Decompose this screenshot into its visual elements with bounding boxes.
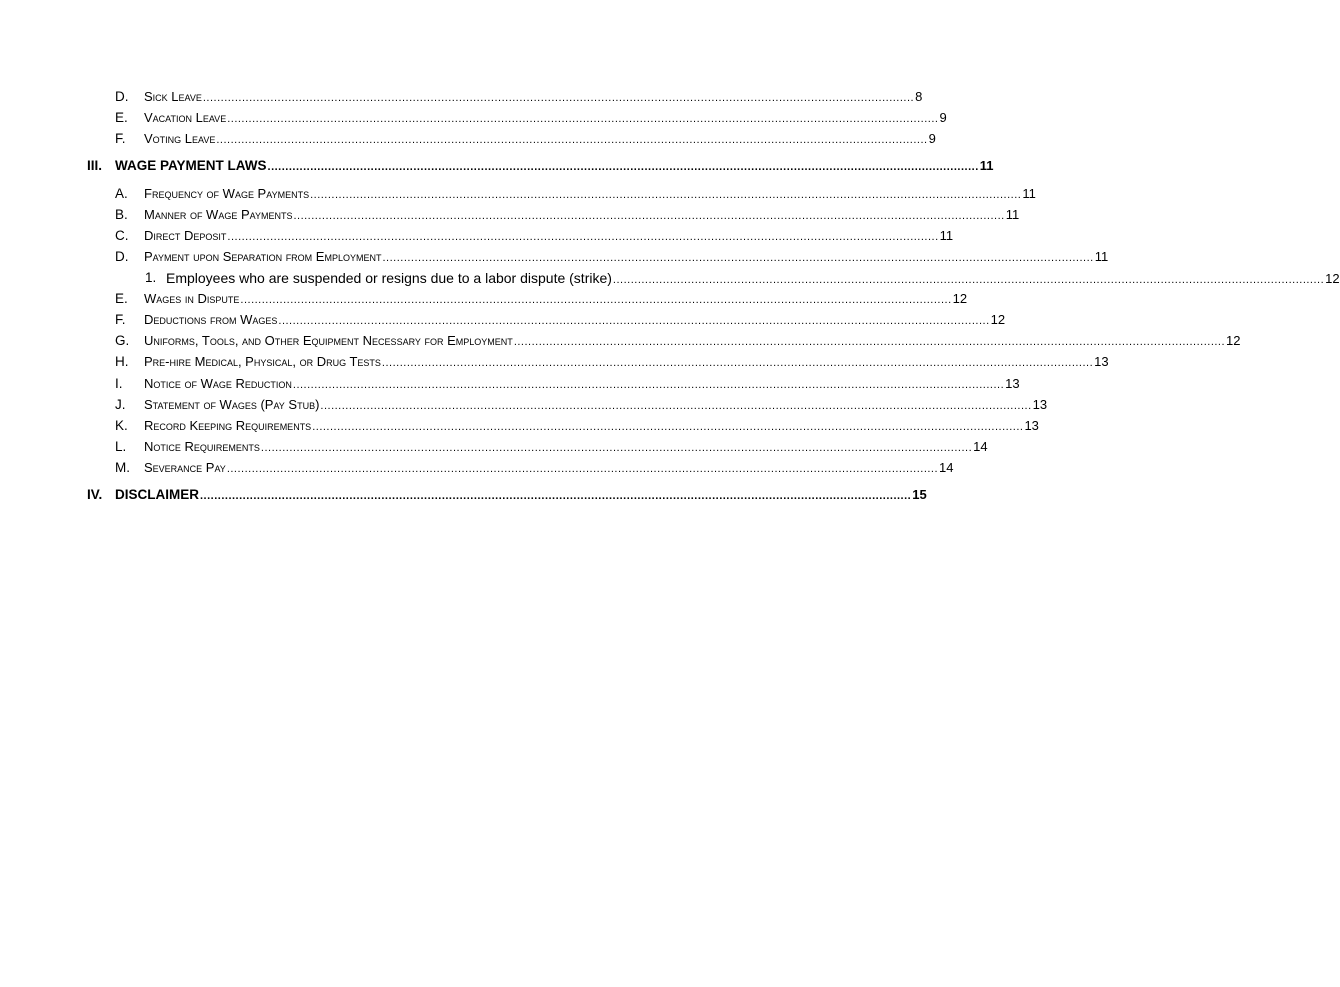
- toc-entry-page: 14: [973, 439, 988, 454]
- toc-entry-voting-leave[interactable]: [0, 129, 936, 149]
- toc-entry-number: D.: [115, 89, 129, 104]
- toc-section-title: DISCLAIMER: [115, 487, 199, 502]
- toc-entry-page: 11: [1094, 249, 1109, 264]
- toc-subentry-number: 1.: [145, 270, 157, 285]
- toc-entry-number: G.: [115, 333, 130, 348]
- toc-entry-number: J.: [115, 397, 126, 412]
- dot-leader: ........................................................................................................................................................................................................: [202, 92, 915, 104]
- toc-entry-title: Vacation Leave: [144, 110, 227, 125]
- toc-entry-page: 13: [1032, 397, 1048, 412]
- toc-entry-deductions-from-wages[interactable]: [0, 310, 1006, 330]
- toc-entry-number: F.: [115, 312, 126, 327]
- toc-entry-uniforms-tools-equipment[interactable]: [0, 331, 1241, 351]
- toc-entry-number: D.: [115, 249, 129, 264]
- toc-entry-page: 9: [928, 131, 936, 146]
- dot-leader: ........................................................................................................................................................................................................: [260, 442, 973, 454]
- toc-section-wage-payment-laws[interactable]: [0, 156, 994, 176]
- toc-entry-page: 12: [952, 291, 968, 306]
- toc-section-number: III.: [87, 158, 103, 173]
- toc-subentry-title: Employees who are suspended or resigns due to a labor dispute (strike): [166, 270, 612, 286]
- toc-entry-page: 13: [1024, 418, 1039, 433]
- toc-entry-wages-in-dispute[interactable]: [0, 289, 968, 309]
- dot-leader: ........................................................................................................................................................................................................: [227, 113, 939, 125]
- toc-entry-page: 9: [939, 110, 947, 125]
- toc-entry-title: Payment upon Separation from Employment: [144, 249, 382, 264]
- toc-entry-number: I.: [115, 376, 123, 391]
- toc-entry-number: H.: [115, 354, 129, 369]
- dot-leader: ........................................................................................................................................................................................................: [292, 379, 1005, 391]
- toc-section-disclaimer[interactable]: [0, 485, 927, 505]
- dot-leader: ........................................................................................................................................................................................................: [513, 336, 1226, 348]
- toc-section-title: WAGE PAYMENT LAWS: [115, 158, 267, 173]
- toc-section-number: IV.: [87, 487, 103, 502]
- toc-entry-severance-pay[interactable]: [0, 458, 954, 478]
- dot-leader: ........................................................................................................................................................................................................: [200, 490, 912, 502]
- toc-entry-page: 11: [939, 228, 954, 243]
- toc-section-page: 11: [979, 158, 994, 173]
- toc-entry-title: Record Keeping Requirements: [144, 418, 312, 433]
- dot-leader: ........................................................................................................................................................................................................: [227, 231, 939, 243]
- toc-entry-pre-hire-tests[interactable]: [0, 352, 1109, 372]
- toc-entry-title: Deductions from Wages: [144, 312, 278, 327]
- toc-entry-notice-of-wage-reduction[interactable]: [0, 374, 1020, 394]
- toc-entry-sick-leave[interactable]: [0, 87, 923, 107]
- toc-entry-title: Sick Leave: [144, 89, 202, 104]
- toc-entry-page: 12: [1226, 333, 1241, 348]
- toc-entry-title: Frequency of Wage Payments: [144, 186, 310, 201]
- dot-leader: ........................................................................................................................................................................................................: [312, 421, 1024, 433]
- dot-leader: ........................................................................................................................................................................................................: [381, 357, 1094, 369]
- dot-leader: ........................................................................................................................................................................................................: [320, 400, 1032, 412]
- toc-entry-number: M.: [115, 460, 130, 475]
- toc-entry-page: 13: [1005, 376, 1020, 391]
- dot-leader: ........................................................................................................................................................................................................: [612, 274, 1325, 286]
- toc-entry-number: L.: [115, 439, 127, 454]
- toc-entry-statement-of-wages[interactable]: [0, 395, 1048, 415]
- toc-section-page: 15: [912, 487, 927, 502]
- dot-leader: ........................................................................................................................................................................................................: [310, 189, 1022, 201]
- toc-entry-title: Notice of Wage Reduction: [144, 376, 292, 391]
- toc-entry-title: Pre-hire Medical, Physical, or Drug Tests: [144, 354, 381, 369]
- toc-entry-number: K.: [115, 418, 128, 433]
- dot-leader: ........................................................................................................................................................................................................: [267, 161, 979, 173]
- toc-entry-title: Direct Deposit: [144, 228, 227, 243]
- toc-entry-title: Wages in Dispute: [144, 291, 240, 306]
- toc-entry-page: 14: [939, 460, 954, 475]
- toc-entry-number: B.: [115, 207, 128, 222]
- toc-entry-notice-requirements[interactable]: [0, 437, 988, 457]
- toc-entry-page: 8: [915, 89, 923, 104]
- toc-entry-direct-deposit[interactable]: [0, 226, 954, 246]
- toc-subentry-suspended-or-resigns[interactable]: [0, 268, 1340, 288]
- toc-entry-vacation-leave[interactable]: [0, 108, 947, 128]
- toc-entry-title: Severance Pay: [144, 460, 226, 475]
- toc-entry-title: Statement of Wages (Pay Stub): [144, 397, 320, 412]
- toc-subentry-page: 12: [1325, 271, 1340, 286]
- toc-entry-payment-upon-separation[interactable]: [0, 247, 1109, 267]
- toc-entry-number: E.: [115, 110, 128, 125]
- toc-entry-record-keeping[interactable]: [0, 416, 1039, 436]
- toc-entry-page: 11: [1005, 207, 1020, 222]
- toc-entry-title: Voting Leave: [144, 131, 216, 146]
- toc-entry-title: Notice Requirements: [144, 439, 260, 454]
- dot-leader: ........................................................................................................................................................................................................: [226, 463, 939, 475]
- toc-entry-manner-of-wage-payments[interactable]: [0, 205, 1020, 225]
- toc-entry-title: Manner of Wage Payments: [144, 207, 293, 222]
- toc-entry-page: 11: [1022, 186, 1036, 201]
- toc-entry-number: C.: [115, 228, 129, 243]
- dot-leader: ........................................................................................................................................................................................................: [278, 315, 990, 327]
- toc-entry-title: Uniforms, Tools, and Other Equipment Necessary for Employment: [144, 333, 513, 348]
- toc-entry-number: A.: [115, 186, 128, 201]
- toc-entry-page: 12: [990, 312, 1006, 327]
- toc-entry-page: 13: [1094, 354, 1109, 369]
- dot-leader: ........................................................................................................................................................................................................: [240, 294, 952, 306]
- dot-leader: ........................................................................................................................................................................................................: [216, 134, 928, 146]
- toc-entry-frequency-of-wage-payments[interactable]: [0, 184, 1036, 204]
- toc-entry-number: E.: [115, 291, 128, 306]
- dot-leader: ........................................................................................................................................................................................................: [293, 210, 1005, 222]
- toc-entry-number: F.: [115, 131, 126, 146]
- dot-leader: ........................................................................................................................................................................................................: [382, 252, 1094, 264]
